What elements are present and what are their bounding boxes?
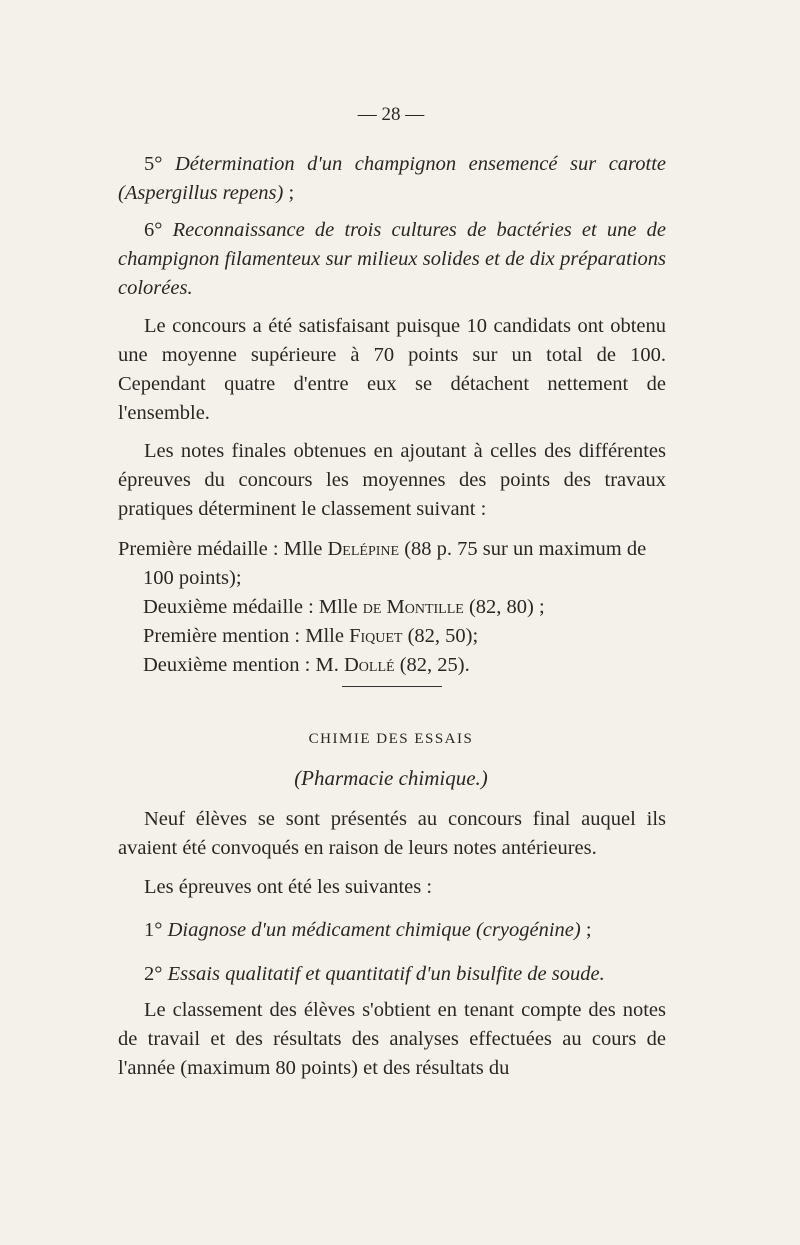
award-4 [118, 651, 666, 680]
award-2 [118, 593, 666, 622]
award-1-continuation: maximum de 100 points); [143, 538, 647, 589]
award-3-score: (82, 50); [402, 625, 479, 647]
page-number: — 28 — [357, 104, 425, 125]
award-4-name: Dollé [343, 654, 395, 676]
award-1-score: (88 p. 75 sur un [399, 538, 534, 560]
award-3-label: Première mention : Mlle [143, 625, 350, 647]
chem-item-2 [118, 960, 666, 989]
award-3-name: Fiquet [349, 625, 403, 647]
section-subtitle: (Pharmacie chimique.) [294, 766, 488, 790]
chem-item-1-number: 1° [144, 919, 163, 941]
section-divider [342, 686, 442, 687]
item-5-end: ; [283, 182, 295, 204]
paragraph-eleves-text: Neuf élèves se sont présentés au concours final auquel ils avaient été convoqués en raison de leurs notes antérieures. [118, 808, 666, 859]
award-1-label: Première médaille : Mlle [118, 538, 328, 560]
paragraph-concours-text: Le concours a été satisfaisant puisque 10 candidats ont obtenu une moyenne supérieure à 70 points sur un total de 100. Cependant quatre d'entre eux se détachent nettement de l'ensemble. [118, 315, 666, 424]
award-1 [118, 535, 666, 593]
award-4-score: (82, 25). [394, 654, 470, 676]
chem-item-1 [118, 916, 666, 945]
item-6-text: Reconnaissance de trois cultures de bactéries et une de champignon filamenteux sur milieux solides et de dix préparations colorées. [118, 219, 666, 299]
chem-item-2-number: 2° [144, 963, 163, 985]
paragraph-epreuves-text: Les épreuves ont été les suivantes : [144, 876, 433, 898]
award-4-label: Deuxième mention : M. [143, 654, 344, 676]
award-2-name: de Montille [362, 596, 464, 618]
item-5 [118, 150, 666, 208]
paragraph-notes [118, 437, 666, 524]
award-2-label: Deuxième médaille : Mlle [143, 596, 363, 618]
paragraph-epreuves [118, 873, 666, 902]
item-6-number: 6° [144, 219, 163, 241]
chem-item-1-end: ; [580, 919, 592, 941]
section-title: CHIMIE DES ESSAIS [308, 731, 474, 747]
award-2-score: (82, 80) ; [463, 596, 545, 618]
awards-list [118, 535, 666, 680]
chem-item-1-text: Diagnose d'un médicament chimique (cryogénine) [167, 919, 581, 941]
paragraph-notes-text: Les notes finales obtenues en ajoutant à celles des différentes épreuves du concours les moyennes des points des travaux pratiques déterminent le classement suivant : [118, 440, 666, 520]
award-1-name: Delépine [327, 538, 400, 560]
item-5-text: Détermination d'un champignon ensemencé sur carotte (Aspergillus repens) [118, 153, 667, 204]
item-6 [118, 216, 666, 303]
award-3 [118, 622, 666, 651]
paragraph-classement-text: Le classement des élèves s'obtient en tenant compte des notes de travail et des résultats des analyses effectuées au cours de l'année (maximum 80 points) et des résultats du [118, 999, 666, 1079]
paragraph-concours [118, 312, 666, 428]
paragraph-eleves [118, 805, 666, 863]
paragraph-classement [118, 996, 666, 1083]
chem-item-2-text: Essais qualitatif et quantitatif d'un bisulfite de soude. [167, 963, 605, 985]
item-5-number: 5° [144, 153, 163, 175]
